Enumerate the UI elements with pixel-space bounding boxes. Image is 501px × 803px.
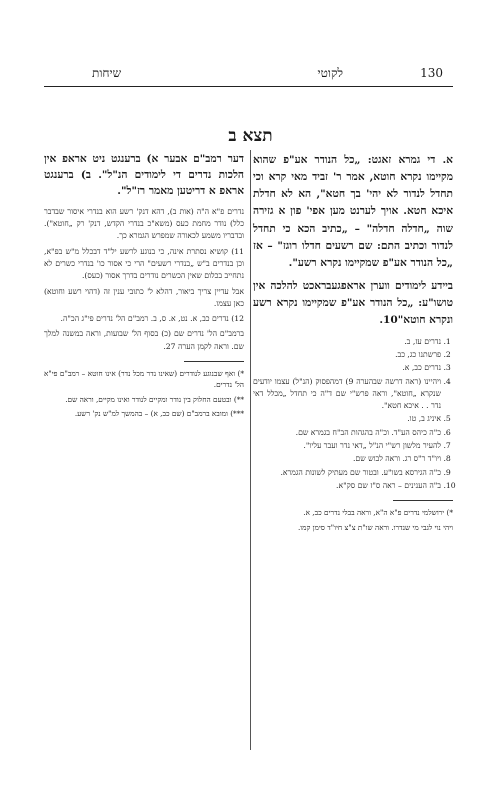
note-item: 10. ב"ה הענינים – ראה ס"ז שם סק"א. bbox=[253, 480, 441, 492]
note-item: 1. נדרים עז, ב. bbox=[253, 336, 441, 348]
footnote-rule bbox=[393, 500, 453, 501]
notes-list bbox=[253, 336, 453, 493]
footnote: ויהי נוי לגבי מי שנדרו. וראה שו"ת צ"צ חיו"ד סימן קמו. bbox=[297, 522, 453, 532]
note-item: 7. להעיר מלשון רש"י הנ"ל „דאי נדר ועבר עליו". bbox=[253, 440, 441, 452]
footnote: ***) ומובא ברמב"ם (שם כב, א) – בהמשך למ"ש נק' רשע. bbox=[74, 409, 244, 418]
column-divider bbox=[250, 150, 251, 750]
note-item: 2. פרשתנו כג, כב. bbox=[253, 349, 441, 361]
left-paragraph: אבל עדיין צריך ביאור, דהלא ל' כתובי ענין זה (דהוי רשע וחוטא) כאן עצמו. bbox=[44, 286, 244, 308]
right-footnotes bbox=[253, 507, 453, 533]
right-column bbox=[253, 152, 453, 536]
left-paragraph: 11) קושיא נסתרת אינה, כי בנוגע לרשע יל"ד דבכלל מ"ש בפ"א, וכן בנדרים ב"ש „בנדרי רשעים" הרי כי אסור כו' בנדרי כשרים לא נתחייב בכלום שאין הכשרים נודרים בדרך אסור (כעס). bbox=[44, 246, 244, 281]
footnote: *) ואף שבנוגע לנודרים (שאינו נדר מכל נדר) אינו חוטא – רמב"ם פי"א הל' נדרים. bbox=[44, 369, 244, 390]
left-paragraph: ברמב"ם הל' נדרים שם (כ) בסוף הל' שבועות, וראה במשנה למלך שם. וראה לקמן הערה 27. bbox=[44, 329, 244, 351]
running-section: שיחות bbox=[92, 66, 122, 80]
footnote: **) ובטעם החלוק בין נודר ומקיים לנודר ואינו מקיים, וראה שם. bbox=[65, 394, 244, 404]
main-paragraph-2: ביידע לימודים ווערן אראפגעבראכט להלכה אין טושו"ע: „כל הנודר אע"פ שמקיימו נקרא רשע ונקרא חוטא"10. bbox=[253, 280, 453, 327]
header-rule bbox=[44, 86, 453, 87]
left-body bbox=[44, 206, 244, 353]
note-item: 8. ויו"ד ר"ס רג. וראה לבוש שם. bbox=[253, 453, 441, 465]
left-paragraph: נדרים פ"א ה"ה (אות ב), דהא דנק' רשע הוא בנדרי איסור שבדבר כלל) נודר מחמת כעס (משא"כ בנדרי הקדש, דנק' רק „חוטא"). ובדבריו משמע לכאורה שמפרש הגמרא כך. bbox=[44, 206, 244, 241]
left-column bbox=[44, 152, 244, 422]
note-item: 6. כ"ה כיהס הע"ד. וכ"ה בהגהות הב"ח בגמרא שם. bbox=[253, 427, 441, 439]
note-item: 4. ויהיינו (ראה דרשה שבהערה 9) דמהפסוק (הנ"ל) עצמו יודעים שנקרא „חוטא", וראה פרש"י שם ד"ה כי תחדל „מכלל דאי נדר . . איכא חטא". bbox=[253, 376, 441, 413]
running-title: לקוטי bbox=[317, 66, 343, 80]
note-item: 3. נדרים כב, א. bbox=[253, 362, 441, 374]
section-title: תצא ב bbox=[228, 126, 273, 146]
left-heading: דער רמב"ם אבער א) ברענגט ניט אראפ אין הלכות נדרים די לימודים הנ"ל". ב) ברענגט אראפ א דריטען מאמר רז"ל". bbox=[44, 153, 244, 197]
page-number: 130 bbox=[420, 66, 443, 80]
note-item: 5. איניג ב, טו. bbox=[253, 413, 441, 425]
footnote: *) ירושלמי נדרים פ"א ה"א, וראה בבלי נדרים כב, א. bbox=[303, 508, 453, 518]
note-item: 9. כ"ה הגירסא בשו"ע. ובטור שם מעתיק לשונות הגמרא. bbox=[253, 467, 441, 479]
left-paragraph: 12) נדרים כב, א. נט, א. ס, ב. רמב"ם הל' נדרים פי"ג הכ"ה. bbox=[60, 314, 244, 324]
main-paragraph-1: א. די גמרא זאגט: „כל הנודר אע"פ שהוא מקיימו נקרא חוטא, אמר ר' זביד מאי קרא וכי תחדל לנדור לא יהי' בך חטא", הא לא חדלת איכא חטא. אויך לערנט מען אפי' פון א גזירה שוה „חדלה חדלה" – „כתיב הכא כי תחדל לנדור וכתיב התם: שם רשעים חדלו רוגז" – אז „כל הנודר אע"פ שמקיימו נקרא רשע". bbox=[253, 154, 453, 269]
footnote-rule bbox=[184, 361, 244, 362]
left-footnotes bbox=[44, 368, 244, 419]
